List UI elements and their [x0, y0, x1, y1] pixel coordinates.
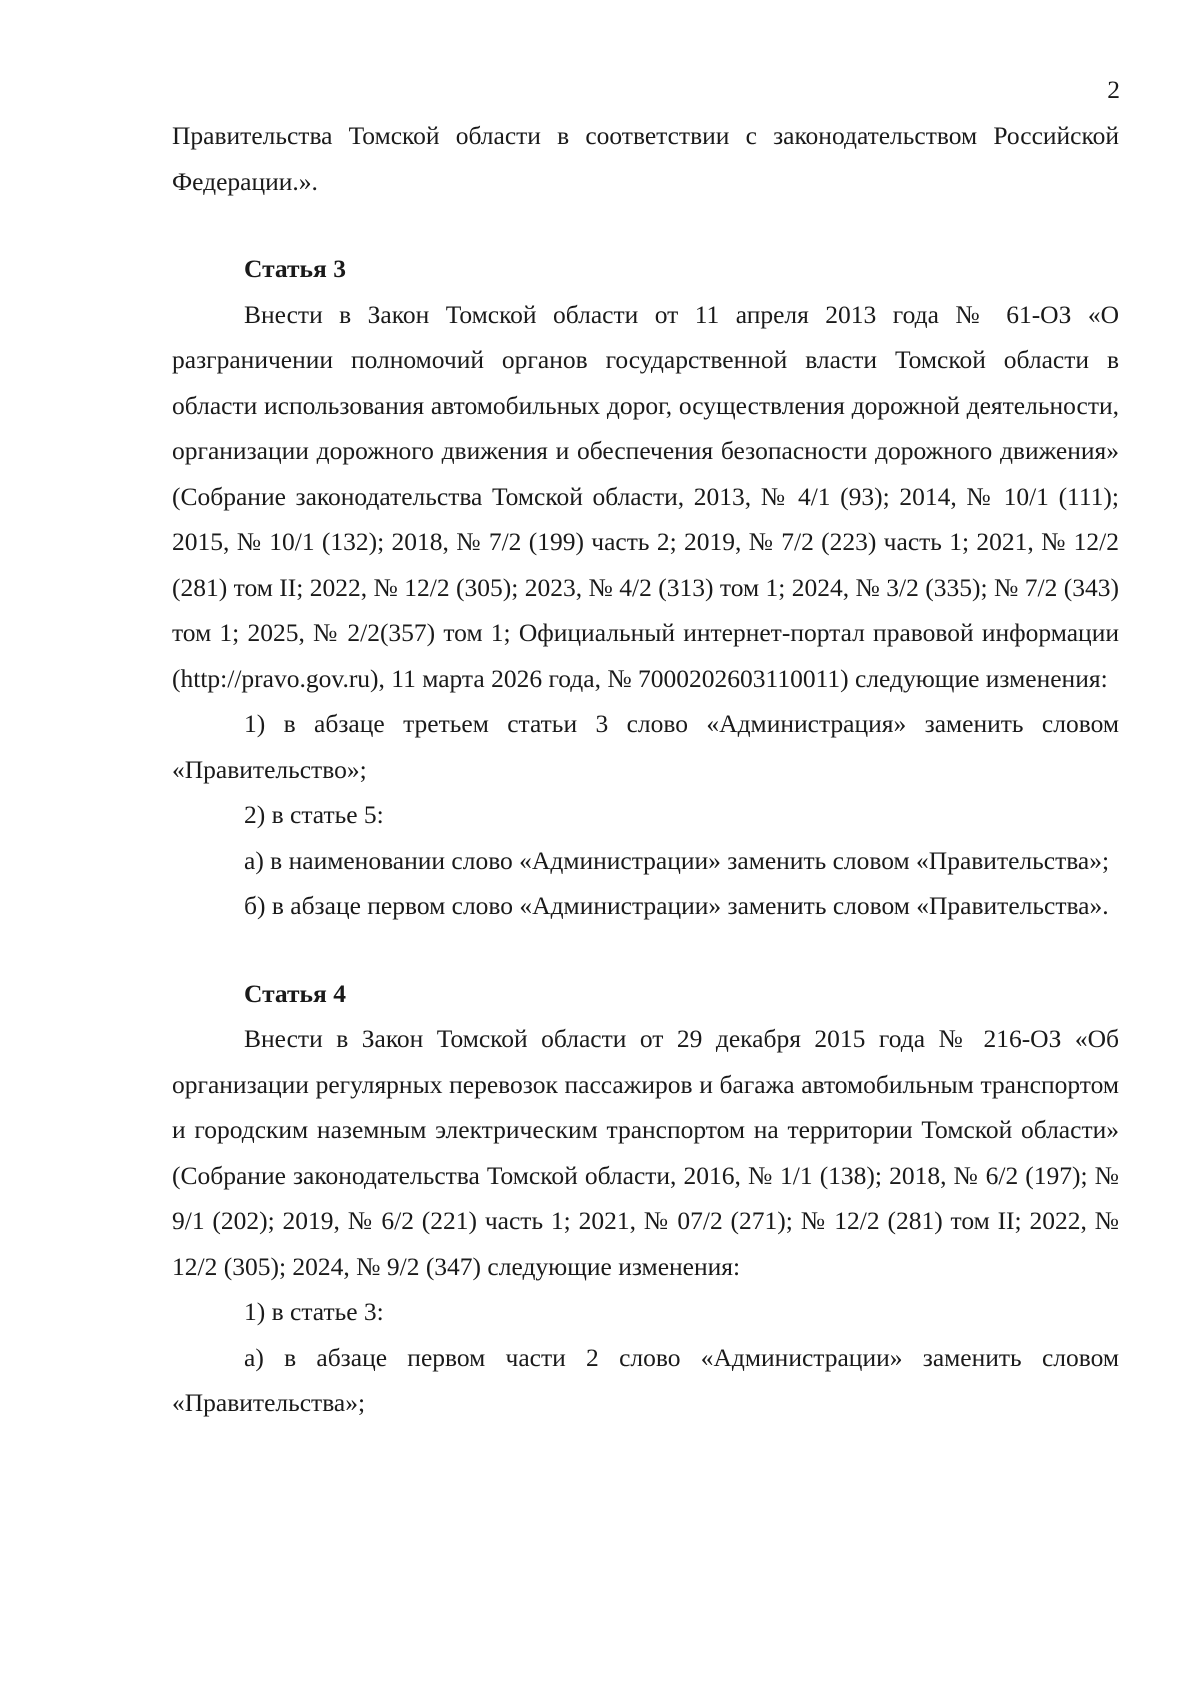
article-3-heading: Статья 3 [244, 254, 346, 283]
article-3-item-2a: а) в наименовании слово «Администрации» заменить словом «Правительства»; [244, 845, 1110, 875]
article-4-heading: Статья 4 [244, 978, 346, 1008]
paragraph-continuation: Правительства Томской области в соответствии с законодательством Российской Федерации.». [172, 121, 1119, 196]
article-3-item-2b: б) в абзаце первом слово «Администрации» заменить словом «Правительства». [244, 891, 1109, 920]
article-4-item-1: 1) в статье 3: [244, 1297, 384, 1326]
article-3-item-2: 2) в статье 5: [244, 800, 384, 829]
article-3-item-1: 1) в абзаце третьем статьи 3 слово «Администрация» заменить словом «Правительство»; [172, 709, 1119, 784]
article-3-paragraph-intro: Внести в Закон Томской области от 11 апреля 2013 года № 61-ОЗ «О разграничении полномочий органов государственной власти Томской области в области использования автомобильных дорог, осуществления дорожной деятельности, организации дорожного движения и обеспечения безопасности дорожного движения» (Собрание законодательства Томской области, 2013, № 4/1 (93); 2014, № 10/1 (111); 2015, № 10/1 (132); 2018, № 7/2 (199) часть 2; 2019, № 7/2 (223) часть 1; 2021, № 12/2 (281) том II; 2022, № 12/2 (305); 2023, № 4/2 (313) том 1; 2024, № 3/2 (335); № 7/2 (343) том 1; 2025, № 2/2(357) том 1; Официальный интернет-портал правовой информации (http://pravo.gov.ru), 11 марта 2026 года, № 7000202603110011) следующие изменения: [172, 299, 1119, 693]
page-number: 2 [1107, 75, 1120, 104]
document-body [172, 113, 1119, 1426]
article-4-item-1a: а) в абзаце первом части 2 слово «Администрации» заменить словом «Правительства»; [172, 1342, 1119, 1417]
article-4-paragraph-intro: Внести в Закон Томской области от 29 декабря 2015 года № 216-ОЗ «Об организации регулярных перевозок пассажиров и багажа автомобильным транспортом и городским наземным электрическим транспортом на территории Томской области» (Собрание законодательства Томской области, 2016, № 1/1 (138); 2018, № 6/2 (197); № 9/1 (202); 2019, № 6/2 (221) часть 1; 2021, № 07/2 (271); № 12/2 (281) том II; 2022, № 12/2 (305); 2024, № 9/2 (347) следующие изменения: [172, 1024, 1119, 1281]
